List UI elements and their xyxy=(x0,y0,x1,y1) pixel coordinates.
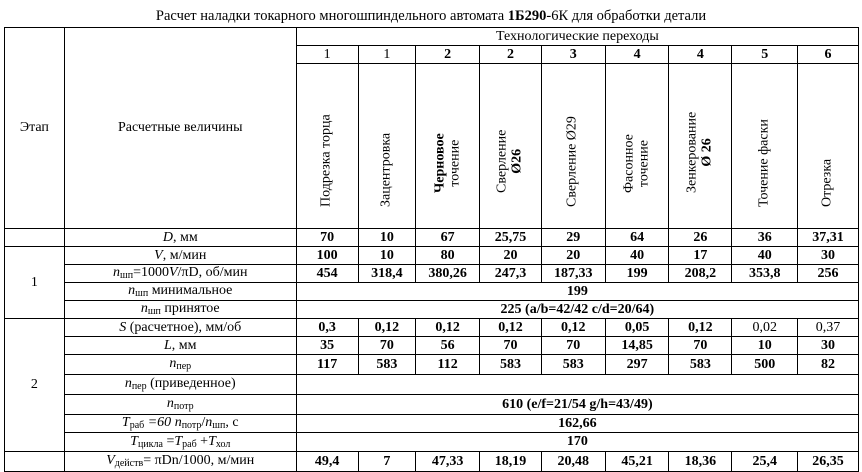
cell-V-8: 40 xyxy=(732,247,798,265)
cell-L-8: 10 xyxy=(732,337,798,355)
cell-nper-3: 112 xyxy=(416,355,480,375)
row-nper-red xyxy=(5,375,859,395)
cell-D-3: 67 xyxy=(416,229,480,247)
label-nper-red: $n_{пер}$ (приведенное) xyxy=(64,375,296,395)
cell-vdeyst-6: 45,21 xyxy=(605,452,669,472)
cell-nsp-4: 247,3 xyxy=(480,265,542,283)
header-quantities: Расчетные величины xyxy=(64,28,296,229)
title-suffix: -6К для обработки детали xyxy=(546,8,707,24)
cell-D-4: 25,75 xyxy=(480,229,542,247)
label-V: V, м/мин xyxy=(64,247,296,265)
cell-D-6: 64 xyxy=(605,229,669,247)
cell-S-9: 0,37 xyxy=(798,319,859,337)
col-name-4: Сверление Ø26 xyxy=(480,64,542,229)
cell-D-5: 29 xyxy=(541,229,605,247)
cell-nsp-2: 318,4 xyxy=(358,265,416,283)
row-S xyxy=(5,319,859,337)
col-name-5: Сверление Ø29 xyxy=(541,64,605,229)
label-nper: $n_{пер}$ xyxy=(64,355,296,375)
cell-S-6: 0,05 xyxy=(605,319,669,337)
row-nsp-acc xyxy=(5,301,859,319)
row-nper xyxy=(5,355,859,375)
cell-V-4: 20 xyxy=(480,247,542,265)
cell-nsp-6: 199 xyxy=(605,265,669,283)
cell-vdeyst-4: 18,19 xyxy=(480,452,542,472)
cell-V-6: 40 xyxy=(605,247,669,265)
label-tcycle: $T_{цикла} =T_{раб} +T_{хол}$ xyxy=(64,433,296,452)
cell-nsp-acc: 225 (a/b=42/42 c/d=20/64) xyxy=(296,301,858,319)
cell-npotr: 610 (e/f=21/54 g/h=43/49) xyxy=(296,395,858,415)
cell-nsp-5: 187,33 xyxy=(541,265,605,283)
cell-nsp-9: 256 xyxy=(798,265,859,283)
cell-L-7: 70 xyxy=(669,337,732,355)
label-vdeyst: $V_{действ}= \pi Dn/1000$, м/мин xyxy=(64,452,296,472)
label-nsp-min: $n_{шп}$ минимальное xyxy=(64,283,296,301)
stage-2: 2 xyxy=(5,319,65,452)
col-num-2: 1 xyxy=(358,46,416,64)
cell-S-1: 0,3 xyxy=(296,319,358,337)
cell-nsp-8: 353,8 xyxy=(732,265,798,283)
cell-nper-4: 583 xyxy=(480,355,542,375)
cell-D-8: 36 xyxy=(732,229,798,247)
stage-empty-bottom xyxy=(5,452,65,472)
cell-L-5: 70 xyxy=(541,337,605,355)
label-npotr: $n_{потр}$ xyxy=(64,395,296,415)
header-stage: Этап xyxy=(5,28,65,229)
cell-nper-8: 500 xyxy=(732,355,798,375)
col-name-7: Зенкерование Ø 26 xyxy=(669,64,732,229)
cell-V-1: 100 xyxy=(296,247,358,265)
cell-vdeyst-7: 18,36 xyxy=(669,452,732,472)
stage-empty xyxy=(5,229,65,247)
cell-vdeyst-8: 25,4 xyxy=(732,452,798,472)
row-V xyxy=(5,247,859,265)
row-D xyxy=(5,229,859,247)
header-row-transitions xyxy=(5,28,859,46)
cell-L-1: 35 xyxy=(296,337,358,355)
cell-vdeyst-9: 26,35 xyxy=(798,452,859,472)
cell-nper-1: 117 xyxy=(296,355,358,375)
col-num-5: 3 xyxy=(541,46,605,64)
cell-V-3: 80 xyxy=(416,247,480,265)
label-nsp-acc: $n_{шп}$ принятое xyxy=(64,301,296,319)
label-trab: $T_{раб} =60$ $n_{потр}/n_{шп}$, с xyxy=(64,415,296,433)
cell-nsp-7: 208,2 xyxy=(669,265,732,283)
col-num-6: 4 xyxy=(605,46,669,64)
title-model: 1Б290 xyxy=(507,8,547,24)
cell-V-9: 30 xyxy=(798,247,859,265)
cell-S-2: 0,12 xyxy=(358,319,416,337)
col-num-3: 2 xyxy=(416,46,480,64)
cell-trab: 162,66 xyxy=(296,415,858,433)
col-num-9: 6 xyxy=(798,46,859,64)
cell-S-7: 0,12 xyxy=(669,319,732,337)
cell-D-7: 26 xyxy=(669,229,732,247)
cell-nper-6: 297 xyxy=(605,355,669,375)
cell-vdeyst-5: 20,48 xyxy=(541,452,605,472)
cell-D-9: 37,31 xyxy=(798,229,859,247)
row-trab xyxy=(5,415,859,433)
cell-vdeyst-1: 49,4 xyxy=(296,452,358,472)
row-vdeyst xyxy=(5,452,859,472)
col-name-9: Отрезка xyxy=(798,64,859,229)
cell-D-1: 70 xyxy=(296,229,358,247)
stage-1: 1 xyxy=(5,247,65,319)
cell-vdeyst-3: 47,33 xyxy=(416,452,480,472)
col-name-6: Фасонное точение xyxy=(605,64,669,229)
cell-V-7: 17 xyxy=(669,247,732,265)
cell-S-4: 0,12 xyxy=(480,319,542,337)
label-nsp: $n_{шп}=1000V/\pi D$, об/мин xyxy=(64,265,296,283)
cell-nsp-min: 199 xyxy=(296,283,858,301)
cell-L-2: 70 xyxy=(358,337,416,355)
row-tcycle xyxy=(5,433,859,452)
setup-table xyxy=(4,27,859,472)
label-D: D, мм xyxy=(64,229,296,247)
cell-L-6: 14,85 xyxy=(605,337,669,355)
cell-vdeyst-2: 7 xyxy=(358,452,416,472)
cell-nsp-3: 380,26 xyxy=(416,265,480,283)
cell-nper-red-empty xyxy=(296,375,858,395)
cell-V-2: 10 xyxy=(358,247,416,265)
header-transitions: Технологические переходы xyxy=(296,28,858,46)
col-name-2: Зацентровка xyxy=(358,64,416,229)
row-L xyxy=(5,337,859,355)
label-S: S (расчетное), мм/об xyxy=(64,319,296,337)
col-name-8: Точение фаски xyxy=(732,64,798,229)
row-npotr xyxy=(5,395,859,415)
cell-nper-5: 583 xyxy=(541,355,605,375)
label-L: L, мм xyxy=(64,337,296,355)
col-num-4: 2 xyxy=(480,46,542,64)
col-num-7: 4 xyxy=(669,46,732,64)
cell-nper-9: 82 xyxy=(798,355,859,375)
cell-D-2: 10 xyxy=(358,229,416,247)
cell-nper-7: 583 xyxy=(669,355,732,375)
page-title xyxy=(0,8,862,25)
cell-S-5: 0,12 xyxy=(541,319,605,337)
row-nsp xyxy=(5,265,859,283)
cell-S-3: 0,12 xyxy=(416,319,480,337)
row-nsp-min xyxy=(5,283,859,301)
cell-V-5: 20 xyxy=(541,247,605,265)
col-name-3: Черновое точение xyxy=(416,64,480,229)
cell-nsp-1: 454 xyxy=(296,265,358,283)
cell-L-3: 56 xyxy=(416,337,480,355)
col-num-1: 1 xyxy=(296,46,358,64)
cell-L-9: 30 xyxy=(798,337,859,355)
col-num-8: 5 xyxy=(732,46,798,64)
cell-L-4: 70 xyxy=(480,337,542,355)
title-prefix: Расчет наладки токарного многошпиндельного автомата xyxy=(155,8,505,24)
cell-nper-2: 583 xyxy=(358,355,416,375)
cell-S-8: 0,02 xyxy=(732,319,798,337)
col-name-1: Подрезка торца xyxy=(296,64,358,229)
cell-tcycle: 170 xyxy=(296,433,858,452)
